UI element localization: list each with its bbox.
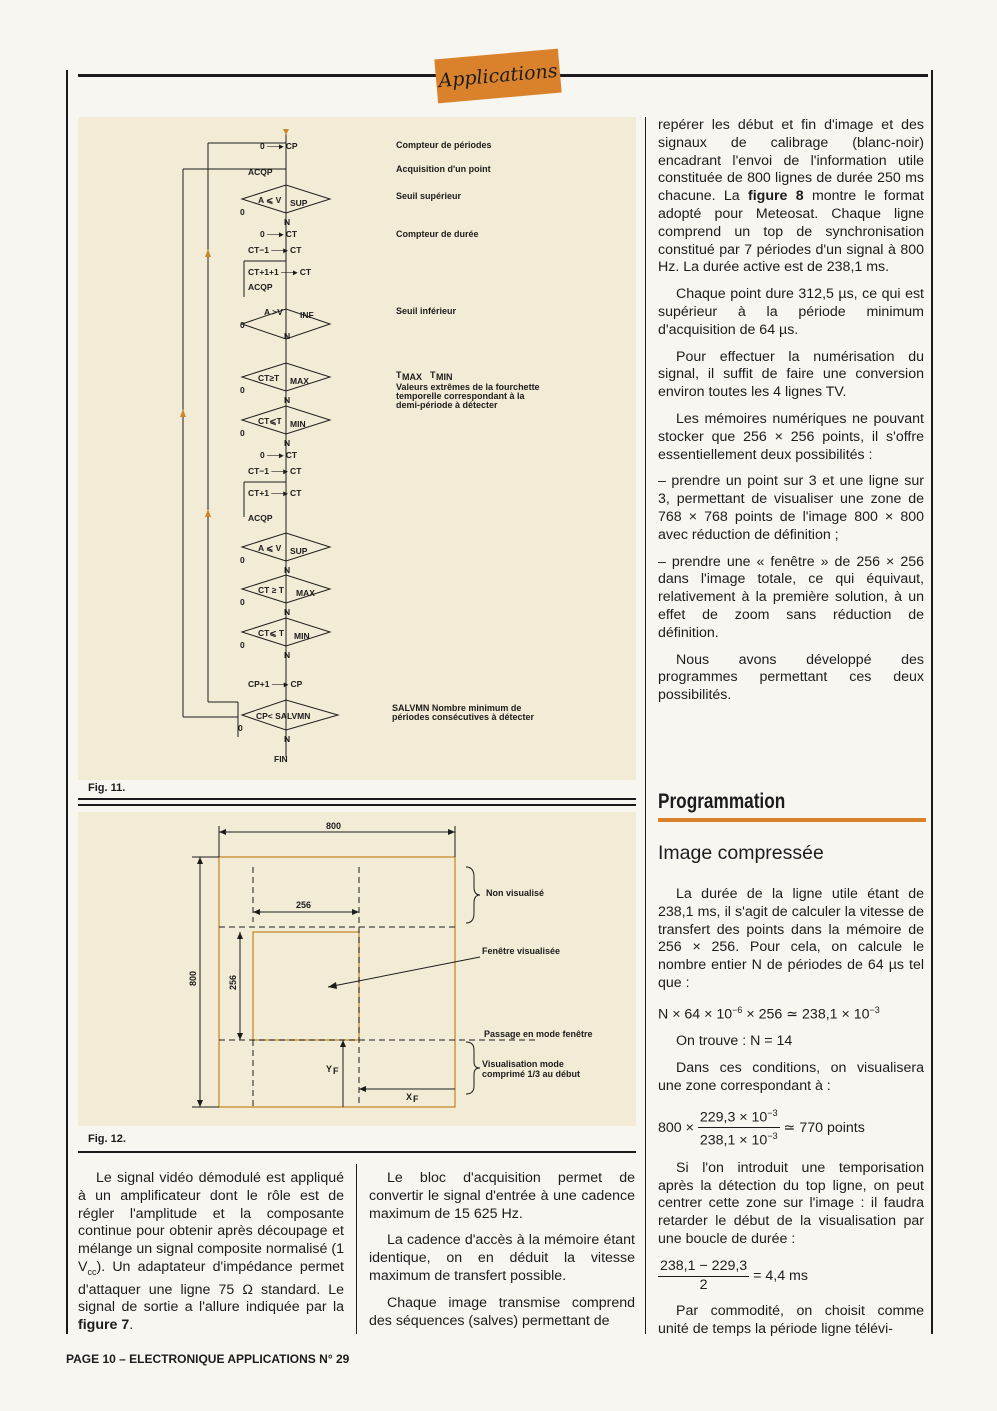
label-non-vis: Non visualisé	[486, 888, 545, 898]
fig12-diagram	[78, 812, 636, 1126]
svg-text:N: N	[284, 217, 291, 227]
svg-text:N: N	[284, 607, 291, 617]
dim-256-w: 256	[296, 900, 312, 910]
column-1: Le signal vidéo démodulé est appliqué à un amplificateur dont le rôle est de régler l'amplitude et la composante continue pour obtenir après découpage et mélange un signal composite normalisé (1 $V_{cc}$). Un adaptateur d'impédance permet d'attaquer une ligne 75 Ω standard. Le signal de sortie a l'allure indiquée par la figure 7.	[78, 1170, 344, 1334]
column-3-top: repérer les début et fin d'image et des signaux de calibrage (blanc-noir) encadrant l'envoi de l'information utile constituée de 800 lignes de durée 250 ms chacune. La figure 8 montre le format adopté pour Meteosat. Chaque ligne comprend un top de synchronisation constitué par 7 périodes d'un signal à 800 Hz. La durée active est de 238,1 ms. Chaque point dure 312,5 µs, ce qui est supérieur à la période minimum d'acquisition de 64 µs. Pour effectuer la numérisation du signal, il suffit de faire une conversion environ toutes les 4 lignes TV. Les mémoires numériques ne pouvant stocker que 256 × 256 points, il s'offre essentiellement deux possibilités : – prendre un point sur 3 et une ligne sur 3, permettant de visualiser une zone de 768 × 768 points de l'image 800 × 800 avec réduction de définition ; – prendre une « fenêtre » de 256 × 256 dans l'image totale, ce qui équivaut, relativement à la première solution, à un effet de zoom sans réduction de définition. Nous avons développé des programmes permettant ces deux possibilités.	[658, 117, 925, 704]
flow-n1: 0 ──▸ CP	[260, 141, 298, 151]
col3-p11: Si l'on introduit une temporisation après la détection du top ligne, on peut centrer cette zone sur l'image : il faudra retarder le début de la visualisation par une boucle de durée :	[658, 1159, 924, 1247]
eq3: $\frac{238,1 - 229,3}{2}$ = 4,4 ms	[660, 1257, 808, 1293]
note-h1: SALVMN Nombre minimum de	[392, 703, 522, 713]
col3-p8: La durée de la ligne utile étant de 238,1 ms, il s'agit de calculer la vitesse de transfert des points dans la mémoire de 256 × 256. Pour cela, on calcule le nombre entier N de périodes de 64 µs tel que :	[658, 886, 924, 991]
note-g2: temporelle correspondant à la	[396, 391, 525, 401]
note-g3: demi-période à détecter	[396, 400, 498, 410]
svg-text:MIN: MIN	[290, 419, 306, 429]
svg-text:N: N	[284, 331, 291, 341]
label-yf: Y	[326, 1064, 333, 1074]
fig12-divider	[78, 1151, 636, 1153]
col3-p9: On trouve : N = 14	[676, 1033, 793, 1050]
flow-d4: CT⩽T	[258, 416, 282, 426]
note-b: Acquisition d'un point	[396, 164, 491, 174]
col2-p1: Le bloc d'acquisition permet de convertir le signal d'entrée à une cadence maximum de 15 625 Hz.	[369, 1170, 635, 1222]
svg-text:T: T	[396, 370, 402, 380]
fig-divider	[78, 798, 636, 800]
col2-p2: La cadence d'accès à la mémoire étant identique, on en déduit la vitesse maximum de transfert possible.	[369, 1232, 635, 1284]
svg-text:MIN: MIN	[294, 631, 310, 641]
heading-underline	[658, 818, 926, 822]
flow-ctp: CT+1+1 ──▸ CT	[248, 267, 312, 277]
label-passage: Passage en mode fenêtre	[484, 1029, 593, 1039]
dim-800-w: 800	[326, 821, 342, 831]
label-visu1: Visualisation mode	[482, 1059, 564, 1069]
note-d: Compteur de durée	[396, 229, 479, 239]
note-c: Seuil supérieur	[396, 191, 462, 201]
flow-d1: A ⩽ V	[258, 195, 282, 205]
label-visu2: comprimé 1/3 au début	[482, 1069, 581, 1079]
flow-ctm1b: CT−1 ──▸ CT	[248, 466, 302, 476]
flow-d3: CT≥T	[258, 373, 280, 383]
svg-text:MAX: MAX	[402, 372, 422, 382]
page-border-right	[931, 70, 933, 1334]
col3-p3: Pour effectuer la numérisation du signal, il suffit de faire une conversion environ toutes les 4 lignes TV.	[658, 348, 924, 401]
svg-text:MAX: MAX	[296, 588, 315, 598]
page-footer: PAGE 10 – ELECTRONIQUE APPLICATIONS N° 29	[66, 1352, 350, 1366]
col3-p12: Par commodité, on choisit comme unité de temps la période ligne télévi-	[658, 1303, 924, 1338]
svg-text:F: F	[333, 1066, 339, 1076]
svg-text:0: 0	[240, 385, 245, 395]
col3-p6: – prendre une « fenêtre » de 256 × 256 dans l'image totale, ce qui équivaut, relativement à la première solution, à un effet de zoom sans réduction de définition.	[658, 553, 924, 641]
eq1: $N \times 64 \times 10^{-6} \times 256$ ≃ $238,1 \times 10^{-3}$	[658, 1004, 880, 1023]
svg-text:N: N	[284, 734, 291, 744]
dim-256-h: 256	[228, 974, 238, 990]
fig11-flowchart	[78, 117, 636, 780]
flow-ct0b: 0 ──▸ CT	[260, 450, 298, 460]
note-h2: périodes consécutives à détecter	[392, 712, 535, 722]
flow-acqp: ACQP	[248, 167, 273, 177]
svg-text:0: 0	[240, 555, 245, 565]
svg-text:T: T	[430, 370, 436, 380]
svg-text:0: 0	[240, 428, 245, 438]
svg-text:0: 0	[240, 640, 245, 650]
svg-text:SUP: SUP	[290, 546, 308, 556]
header-rule-left	[78, 74, 438, 77]
svg-text:0: 0	[240, 597, 245, 607]
col3-p2: Chaque point dure 312,5 µs, ce qui est supérieur à la période minimum d'acquisition de 64 µs.	[658, 286, 924, 338]
note-a: Compteur de périodes	[396, 140, 492, 150]
fig-divider-2	[78, 804, 636, 806]
fig12-caption: Fig. 12.	[88, 1133, 126, 1145]
flow-ctm1: CT−1 ──▸ CT	[248, 245, 302, 255]
col3-p5: – prendre un point sur 3 et une ligne sur 3, permettant de visualiser une zone de 768 × 768 points de l'image 800 × 800 avec réduction de définition ;	[658, 473, 924, 543]
svg-text:SUP: SUP	[290, 198, 308, 208]
svg-text:MAX: MAX	[290, 376, 309, 386]
dim-800-h: 800	[188, 970, 198, 986]
col-divider-bottom	[356, 1164, 357, 1334]
flow-d2: A >V	[264, 307, 283, 317]
flow-cp1: CP+1 ──▸ CP	[248, 679, 303, 689]
svg-text:N: N	[284, 650, 291, 660]
header-rule-right	[556, 74, 928, 77]
flow-d5: A ⩽ V	[258, 543, 282, 553]
label-fenetre: Fenêtre visualisée	[482, 946, 561, 956]
svg-text:0: 0	[240, 207, 245, 217]
svg-text:F: F	[413, 1094, 419, 1104]
col3-p7: Nous avons développé des programmes permettant ces deux possibilités.	[658, 651, 924, 704]
col-divider-right	[645, 117, 646, 1334]
svg-text:ACQP: ACQP	[248, 513, 273, 523]
column-3-bottom	[658, 886, 924, 1348]
svg-text:N: N	[284, 438, 291, 448]
column-2	[369, 1170, 635, 1339]
svg-text:ACQP: ACQP	[248, 282, 273, 292]
eq2: 800 × $\frac{229,3 \times 10^{-3}}{238,1 \times 10^{-3}}$ ≃ 770 points	[658, 1105, 924, 1151]
svg-text:N: N	[284, 565, 291, 575]
flow-d7: CT⩽ T	[258, 628, 285, 638]
col2-p3: Chaque image transmise comprend des séquences (salves) permettant de	[369, 1294, 635, 1329]
col3-p10: Dans ces conditions, on visualisera une zone correspondant à :	[658, 1060, 924, 1094]
flow-ctp1: CT+1 ──▸ CT	[248, 488, 302, 498]
svg-text:0: 0	[240, 320, 245, 330]
heading-image-compressee: Image compressée	[658, 842, 824, 864]
svg-text:MIN: MIN	[436, 372, 453, 382]
section-badge: Applications	[434, 49, 561, 104]
flow-fin: FIN	[274, 754, 288, 764]
svg-text:0: 0	[238, 723, 243, 733]
note-e: Seuil inférieur	[396, 306, 457, 316]
note-g1: Valeurs extrêmes de la fourchette	[396, 382, 540, 392]
col3-p4: Les mémoires numériques ne pouvant stocker que 256 × 256 points, il s'offre essentiellement deux possibilités :	[658, 410, 924, 463]
flow-d8: CP< SALVMN	[256, 711, 311, 721]
fig11-caption: Fig. 11.	[88, 782, 126, 794]
svg-text:N: N	[284, 395, 291, 405]
heading-programmation: Programmation	[658, 790, 786, 813]
page-border-left	[66, 70, 68, 1334]
label-xf: X	[406, 1092, 413, 1102]
flow-ct0: 0 ──▸ CT	[260, 229, 298, 239]
svg-text:INF: INF	[300, 310, 314, 320]
flow-d6: CT ≥ T	[258, 585, 284, 595]
